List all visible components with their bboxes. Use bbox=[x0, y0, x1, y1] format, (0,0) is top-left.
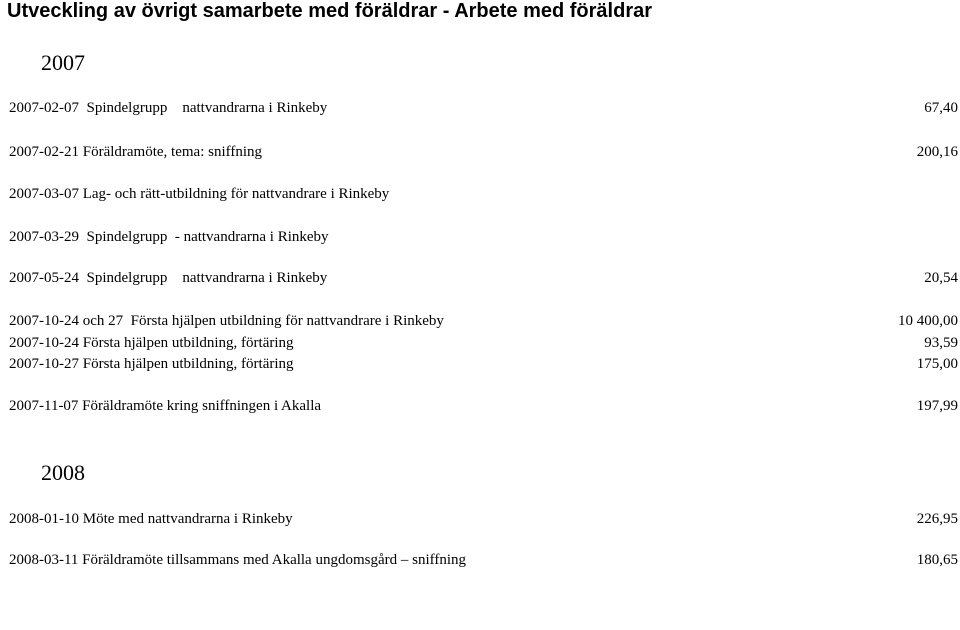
entry-description: 2007-10-27 Första hjälpen utbildning, förtäring bbox=[9, 356, 294, 372]
entry-description: 2008-01-10 Möte med nattvandrarna i Rinkeby bbox=[9, 511, 293, 527]
entry-row bbox=[9, 268, 958, 288]
year-heading-2008: 2008 bbox=[41, 460, 85, 485]
entry-description: 2008-03-11 Föräldramöte tillsammans med Akalla ungdomsgård – sniffning bbox=[9, 552, 467, 568]
entry-row bbox=[9, 396, 958, 416]
entry-description: 2007-03-29 Spindelgrupp - nattvandrarna i Rinkeby bbox=[9, 229, 329, 245]
entry-row bbox=[9, 509, 958, 529]
page-title: Utveckling av övrigt samarbete med föräldrar - Arbete med föräldrar bbox=[7, 0, 653, 22]
entry-row bbox=[9, 550, 958, 570]
entry-row bbox=[9, 311, 958, 331]
entry-amount: 226,95 bbox=[916, 511, 958, 527]
entry-description: 2007-10-24 Första hjälpen utbildning, förtäring bbox=[9, 335, 294, 351]
entry-row bbox=[9, 333, 958, 353]
entry-description: 2007-11-07 Föräldramöte kring sniffningen i Akalla bbox=[9, 398, 322, 414]
entry-amount: 197,99 bbox=[916, 398, 958, 414]
entry-description: 2007-05-24 Spindelgrupp nattvandrarna i Rinkeby bbox=[9, 270, 328, 286]
entry-description: 2007-10-24 och 27 Första hjälpen utbildning för nattvandrare i Rinkeby bbox=[9, 313, 444, 329]
entry-amount: 200,16 bbox=[916, 144, 958, 160]
entry-description: 2007-02-21 Föräldramöte, tema: sniffning bbox=[9, 144, 263, 160]
entry-description: 2007-03-07 Lag- och rätt-utbildning för nattvandrare i Rinkeby bbox=[9, 186, 390, 202]
year-heading-2007: 2007 bbox=[41, 50, 85, 75]
entry-amount: 93,59 bbox=[924, 335, 958, 351]
entry-row bbox=[9, 98, 958, 118]
entry-description: 2007-02-07 Spindelgrupp nattvandrarna i Rinkeby bbox=[9, 100, 328, 116]
entry-amount: 20,54 bbox=[924, 270, 958, 286]
entry-amount: 10 400,00 bbox=[898, 313, 958, 329]
entry-row bbox=[9, 184, 958, 204]
entry-amount: 175,00 bbox=[916, 356, 958, 372]
entry-row bbox=[9, 227, 958, 247]
entry-row bbox=[9, 142, 958, 162]
entry-amount: 67,40 bbox=[924, 100, 958, 116]
entry-amount: 180,65 bbox=[916, 552, 958, 568]
entry-row bbox=[9, 354, 958, 374]
